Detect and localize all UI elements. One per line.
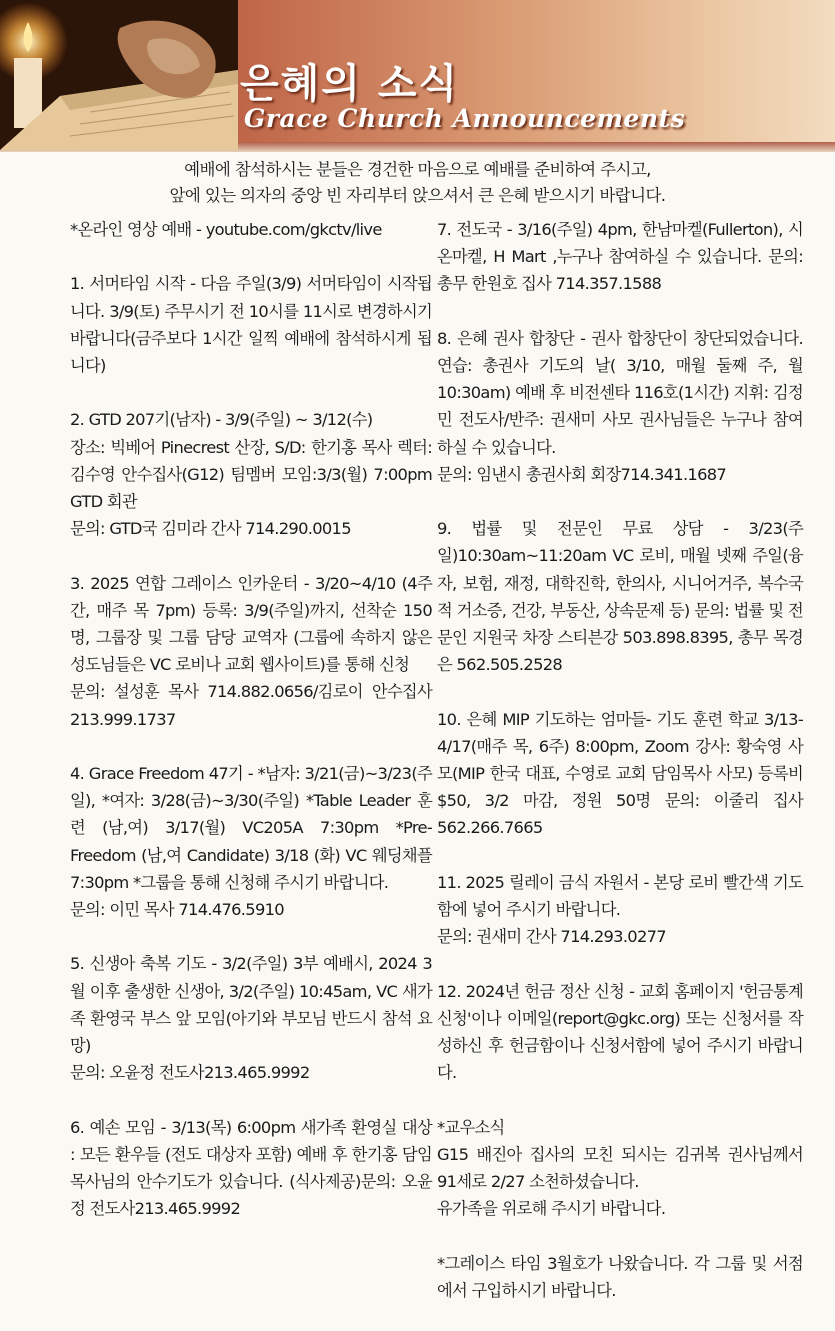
announcement-text: 3. 2025 연합 그레이스 인카운터 - 3/20~4/10 (4주간, 매주 목 7pm) 등록: 3/9(주일)까지, 선착순 150명, 그룹장 및 그룹 담당 교역자 (그룹에 속하지 않은 성도님들은 VC 로비나 교회 웹사이트)를 통해 신청 (70, 573, 432, 675)
announcement-6 (70, 1114, 432, 1223)
grace-time-notice (437, 1250, 803, 1304)
announcement-text: 8. 은혜 권사 합창단 - 권사 합창단이 창단되었습니다. 연습: 총권사 기도의 날( 3/10, 매월 둘째 주, 월 10:30am) 예배 후 비전센타 116호(1시간) 지휘: 김정민 전도사/반주: 권새미 사모 권사님들은 누구나 참여하실 수 있습니다. (437, 328, 803, 457)
announcement-10 (437, 706, 803, 842)
announcement-5 (70, 950, 432, 1086)
announcement-online (70, 216, 432, 243)
announcement-3 (70, 570, 432, 733)
announcement-12 (437, 978, 803, 1087)
announcement-text: 4. Grace Freedom 47기 - *남자: 3/21(금)~3/23(주일), *여자: 3/28(금)~3/30(주일) *Table Leader 훈련 (남,여) 3/17(월) VC205A 7:30pm *Pre-Freedom (남,여 Candidate) 3/18 (화) VC 웨딩채플 7:30pm *그룹을 통해 신청해 주시기 바랍니다. (70, 764, 432, 892)
member-news-text: 유가족을 위로해 주시기 바랍니다. (437, 1199, 666, 1219)
announcement-text: 2. GTD 207기(남자) - 3/9(주일) ~ 3/12(수) (70, 410, 373, 430)
member-news (437, 1114, 803, 1223)
member-news-text: G15 배진아 집사의 모친 되시는 김귀복 권사님께서 91세로 2/27 소천하셨습니다. (437, 1144, 803, 1192)
announcement-9 (437, 515, 803, 678)
announcement-contact: 문의: 설성훈 목사 714.882.0656/김로이 안수집사 213.999.1737 (70, 682, 432, 729)
announcement-11 (437, 869, 803, 951)
announcement-contact: 문의: 권새미 간사 714.293.0277 (437, 927, 666, 947)
announcement-text: 장소: 빅베어 Pinecrest 산장, S/D: 한기홍 목사 렉터: 김수영 안수집사(G12) 팀멤버 모임:3/3(월) 7:00pm GTD 회관 (70, 437, 432, 511)
announcement-text: 1. 서머타임 시작 - 다음 주일(3/9) 서머타임이 시작됩니다. 3/9(토) 주무시기 전 10시를 11시로 변경하시기 바랍니다(금주보다 1시간 일찍 예배에 참석하시게 됩니다) (70, 274, 432, 375)
announcement-4 (70, 760, 432, 923)
intro-line: 앞에 있는 의자의 중앙 빈 자리부터 앉으셔서 큰 은혜 받으시기 바랍니다. (169, 186, 666, 205)
intro-line: 예배에 참석하시는 분들은 경건한 마음으로 예배를 준비하여 주시고, (184, 160, 651, 179)
announcement-text: 10. 은혜 MIP 기도하는 엄마들- 기도 훈련 학교 3/13-4/17(매주 목, 6주) 8:00pm, Zoom 강사: 황숙영 사모(MIP 한국 대표, 수영로 교회 담임목사 사모) 등록비 $50, 3/2 마감, 정원 50명 문의: 이줄리 집사 562.266.7665 (437, 709, 803, 838)
member-news-title: *교우소식 (437, 1117, 505, 1137)
page-title: 은혜의 소식 (240, 61, 460, 107)
announcement-contact: 문의: 이민 목사 714.476.5910 (70, 900, 284, 920)
announcement-text: 7. 전도국 - 3/16(주일) 4pm, 한남마켙(Fullerton), 시온마켙, H Mart ,누구나 참여하실 수 있습니다. 문의: 총무 한원호 집사 714.357.1588 (437, 220, 803, 294)
page-subtitle: Grace Church Announcements (244, 104, 686, 133)
candle-prayer-photo (0, 0, 238, 150)
announcement-2 (70, 406, 432, 542)
announcement-8 (437, 325, 803, 488)
announcement-text: *온라인 영상 예배 - youtube.com/gkctv/live (70, 220, 382, 239)
announcement-contact: 문의: 임낸시 총권사회 회장714.341.1687 (437, 464, 727, 484)
announcement-contact: 문의: 오윤정 전도사213.465.9992 (70, 1063, 310, 1083)
announcement-text: 5. 신생아 축복 기도 - 3/2(주일) 3부 예배시, 2024 3월 이후 출생한 신생아, 3/2(주일) 10:45am, VC 새가족 환영국 부스 앞 모임(아기와 부모님 반드시 참석 요망) (70, 954, 432, 1056)
announcement-text: 6. 예손 모임 - 3/13(목) 6:00pm 새가족 환영실 대상 : 모든 환우들 (전도 대상자 포함) 예배 후 한기홍 담임목사님의 안수기도가 있습니다. (식사제공)문의: 오윤정 전도사213.465.9992 (70, 1117, 432, 1219)
left-column (70, 216, 432, 1250)
announcement-text: *그레이스 타임 3월호가 나왔습니다. 각 그룹 및 서점에서 구입하시기 바랍니다. (437, 1253, 803, 1300)
announcement-text: 11. 2025 릴레이 금식 자원서 - 본당 로비 빨간색 기도함에 넣어 주시기 바랍니다. (437, 872, 803, 920)
announcement-1 (70, 270, 432, 379)
announcement-contact: 문의: GTD국 김미라 간사 714.290.0015 (70, 519, 351, 539)
right-column (437, 216, 803, 1331)
announcement-text: 9. 법률 및 전문인 무료 상담 - 3/23(주일)10:30am~11:20am VC 로비, 매월 넷째 주일(융자, 보험, 재정, 대학진학, 한의사, 시니어거주, 복수국적 거소증, 건강, 부동산, 상속문제 등) 문의: 법률 및 전문인 지원국 차장 스티븐강 503.898.8395, 총무 목경은 562.505.2528 (437, 519, 803, 675)
announcement-7 (437, 216, 803, 298)
announcement-text: 12. 2024년 헌금 정산 신청 - 교회 홈페이지 '헌금통계신청'이나 이메일(report@gkc.org) 또는 신청서를 작성하신 후 헌금함이나 신청서함에 넣어 주시기 바랍니다. (437, 981, 803, 1083)
intro-text (60, 157, 775, 209)
